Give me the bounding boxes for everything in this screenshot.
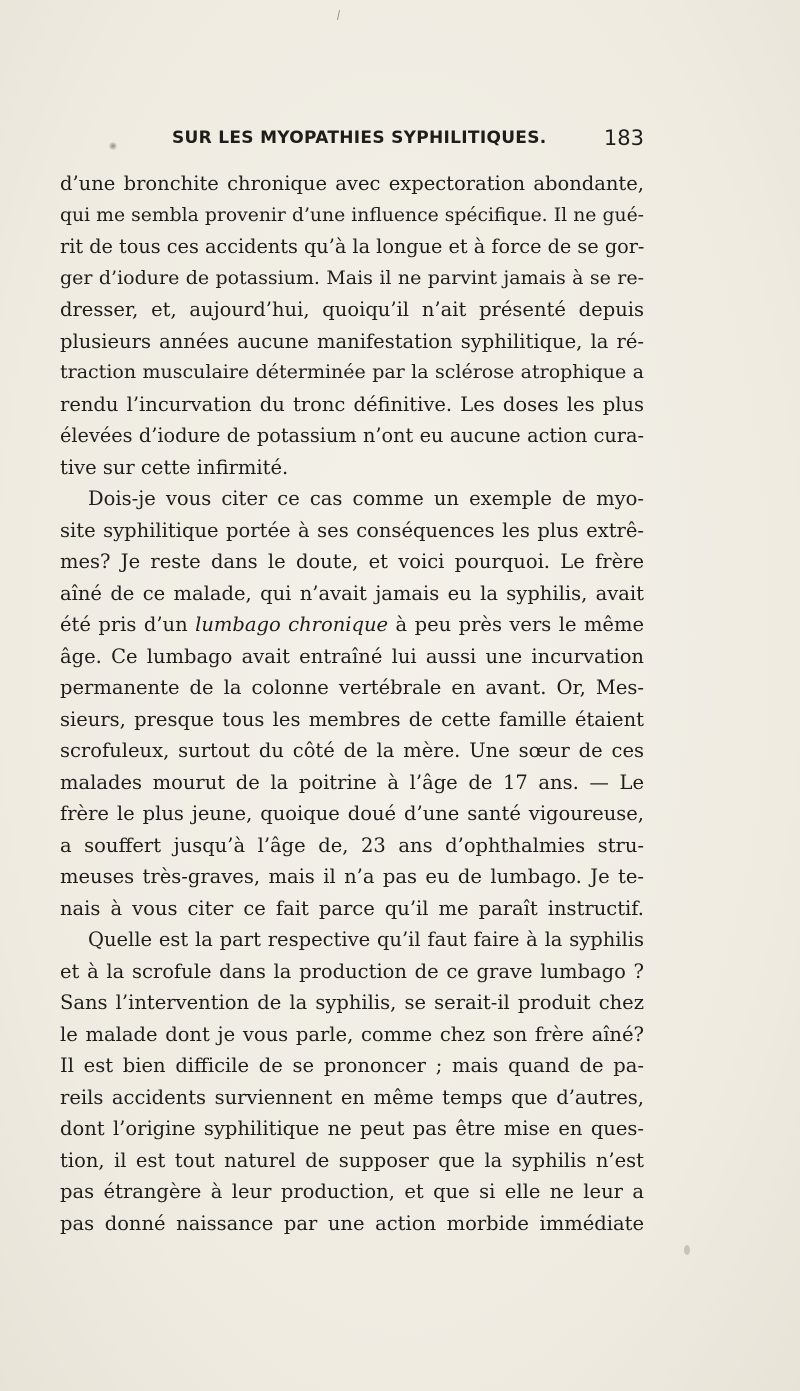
text-line: qui me sembla provenir d’une influence spécifique. Il ne gué- — [60, 204, 644, 226]
text-line: dont l’origine syphilitique ne peut pas être mise en ques- — [60, 1117, 644, 1140]
text-line: d’une bronchite chronique avec expectoration abondante, — [60, 172, 644, 195]
text-line: malades mourut de la poitrine à l’âge de 17 ans. — Le — [60, 770, 644, 794]
text-line: frère le plus jeune, quoique doué d’une santé vigoureuse, — [60, 802, 644, 825]
text-line: scrofuleux, surtout du côté de la mère. Une sœur de ces — [60, 739, 644, 762]
italic-phrase: lumbago chronique — [195, 613, 389, 636]
text-line: tive sur cette infirmité. — [60, 455, 289, 479]
text-line: traction musculaire déterminée par la sclérose atrophique a — [60, 361, 644, 383]
text-line: pas étrangère à leur production, et que si elle ne leur a — [60, 1180, 644, 1203]
page-number: 183 — [603, 126, 644, 150]
text-line: plusieurs années aucune manifestation syphilitique, la ré- — [60, 329, 644, 353]
text-line: le malade dont je vous parle, comme chez son frère aîné? — [60, 1022, 644, 1046]
paper-spot — [684, 1245, 690, 1255]
text-line: âge. Ce lumbago avait entraîné lui aussi une incurvation — [60, 644, 644, 668]
text-line: Quelle est la part respective qu’il faut faire à la syphilis — [88, 928, 644, 951]
text-line: sieurs, presque tous les membres de cette famille étaient — [60, 707, 644, 731]
text-line: aîné de ce malade, qui n’avait jamais eu la syphilis, avait — [60, 581, 644, 605]
text-line: rendu l’incurvation du tronc définitive. Les doses les plus — [60, 392, 644, 416]
ink-mark — [337, 10, 340, 20]
text-line: été pris d’un lumbago chronique à peu près vers le même — [60, 613, 645, 636]
text-line: Sans l’intervention de la syphilis, se serait-il produit chez — [60, 991, 644, 1014]
text-line: Il est bien difficile de se prononcer ; mais quand de pa- — [60, 1054, 644, 1077]
text-line: meuses très-graves, mais il n’a pas eu de lumbago. Je te- — [60, 865, 644, 888]
text-line: et à la scrofule dans la production de ce grave lumbago ? — [60, 959, 644, 983]
text-line: site syphilitique portée à ses conséquences les plus extrê- — [60, 518, 644, 542]
text-line: permanente de la colonne vertébrale en avant. Or, Mes- — [60, 676, 644, 699]
text-line: pas donné naissance par une action morbide immédiate — [60, 1211, 644, 1235]
text-line: reils accidents surviennent en même temps que d’autres, — [60, 1085, 644, 1109]
text-line: rit de tous ces accidents qu’à la longue et à force de se gor- — [60, 235, 645, 258]
text-line: a souffert jusqu’à l’âge de, 23 ans d’ophthalmies stru- — [60, 833, 644, 857]
text-line: dresser, et, aujourd’hui, quoiqu’il n’ait présenté depuis — [60, 298, 644, 321]
text-line: tion, il est tout naturel de supposer que la syphilis n’est — [60, 1148, 644, 1172]
body-text — [60, 168, 644, 1239]
page-header — [60, 128, 644, 158]
text-line: nais à vous citer ce fait parce qu’il me paraît instructif. — [60, 896, 644, 920]
running-head: SUR LES MYOPATHIES SYPHILITIQUES. — [172, 128, 547, 148]
text-line: Dois-je vous citer ce cas comme un exemple de myo- — [88, 487, 644, 510]
text-line: mes? Je reste dans le doute, et voici pourquoi. Le frère — [60, 550, 644, 573]
text-line: élevées d’iodure de potassium n’ont eu aucune action cura- — [60, 424, 644, 447]
text-line: ger d’iodure de potassium. Mais il ne parvint jamais à se re- — [60, 266, 644, 289]
